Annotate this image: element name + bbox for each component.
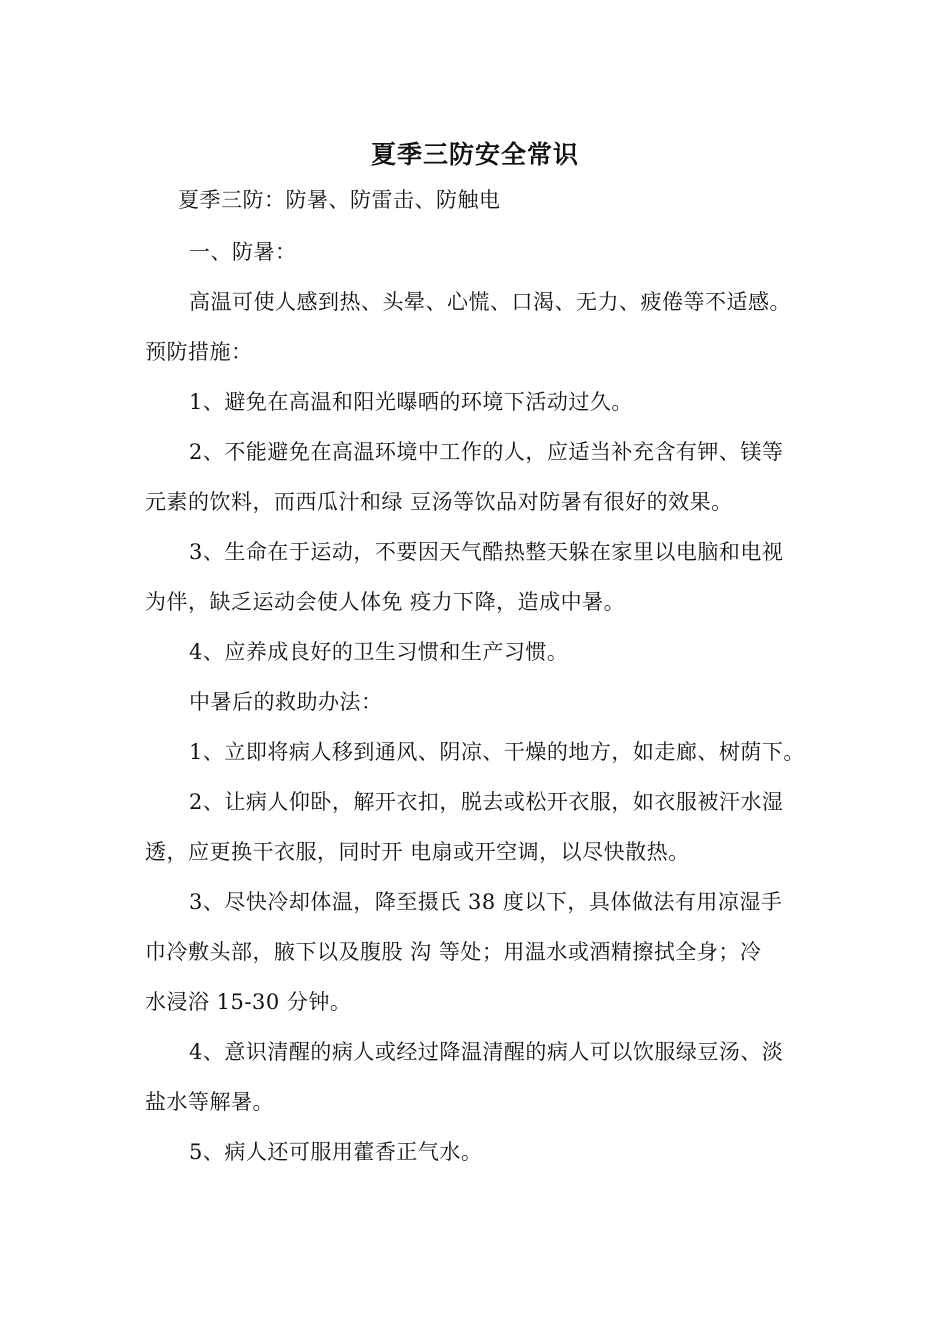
list-item-line: 2、不能避免在高温环境中工作的人，应适当补充含有钾、镁等: [189, 440, 784, 464]
intro-line: 夏季三防：防暑、防雷击、防触电: [178, 188, 501, 212]
list-item-continuation: 盐水等解暑。: [145, 1090, 274, 1114]
list-item-continuation: 透，应更换干衣服，同时开 电扇或开空调，以尽快散热。: [145, 840, 690, 864]
list-item-line: 4、应养成良好的卫生习惯和生产习惯。: [189, 640, 569, 664]
list-item-line: 3、尽快冷却体温，降至摄氏 38 度以下，具体做法有用凉湿手: [189, 890, 783, 914]
list-item-continuation: 为伴，缺乏运动会使人体免 疫力下降，造成中暑。: [145, 590, 626, 614]
section-heading: 一、防暑：: [189, 240, 297, 264]
list-item-line: 1、立即将病人移到通风、阴凉、干燥的地方，如走廊、树荫下。: [189, 740, 805, 764]
list-item-line: 2、让病人仰卧，解开衣扣，脱去或松开衣服，如衣服被汗水湿: [189, 790, 784, 814]
list-item-continuation: 巾冷敷头部，腋下以及腹股 沟 等处；用温水或酒精擦拭全身；冷: [145, 940, 762, 964]
list-item-line: 1、避免在高温和阳光曝晒的环境下活动过久。: [189, 390, 633, 414]
paragraph-line: 预防措施：: [145, 340, 253, 364]
list-item-line: 3、生命在于运动，不要因天气酷热整天躲在家里以电脑和电视: [189, 540, 784, 564]
paragraph-line: 高温可使人感到热、头晕、心慌、口渴、无力、疲倦等不适感。: [189, 290, 791, 314]
list-item-continuation: 水浸浴 15-30 分钟。: [145, 990, 352, 1014]
document-title: 夏季三防安全常识: [370, 140, 579, 169]
list-item-line: 4、意识清醒的病人或经过降温清醒的病人可以饮服绿豆汤、淡: [189, 1040, 784, 1064]
list-item-continuation: 元素的饮料，而西瓜汁和绿 豆汤等饮品对防暑有很好的效果。: [145, 490, 733, 514]
list-item-line: 5、病人还可服用藿香正气水。: [189, 1140, 483, 1164]
subsection-heading: 中暑后的救助办法：: [189, 690, 383, 714]
